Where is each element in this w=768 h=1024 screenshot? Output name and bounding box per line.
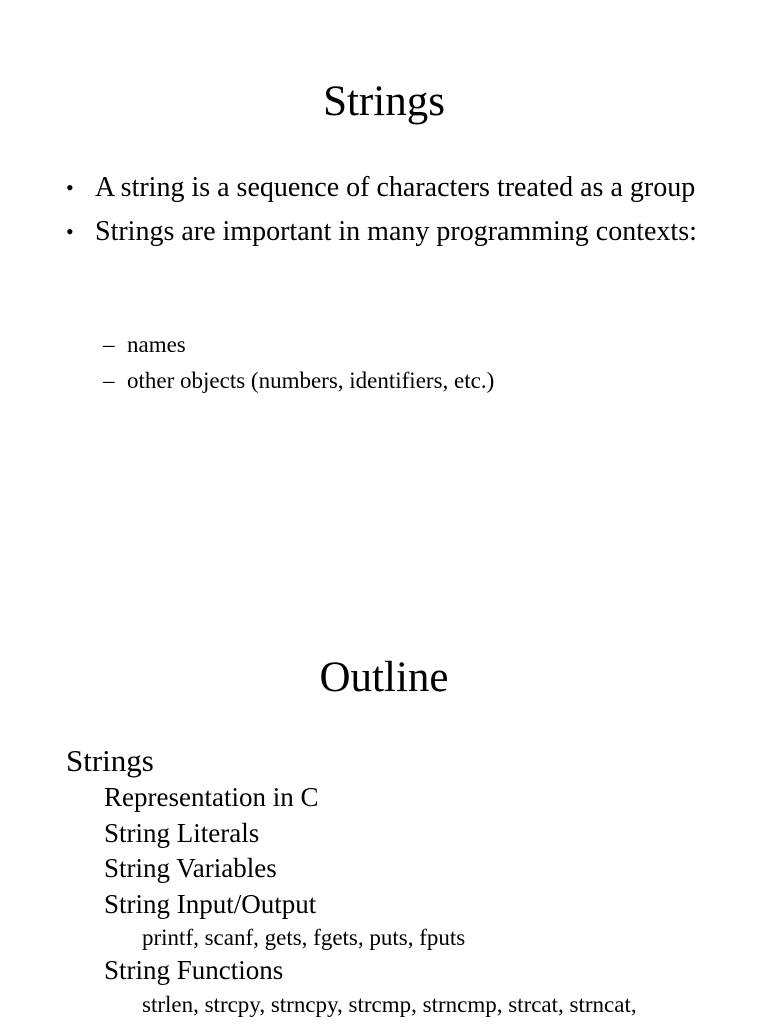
sub-bullet-list bbox=[66, 330, 706, 402]
outline-subitem: printf, scanf, gets, fgets, puts, fputs bbox=[142, 925, 466, 950]
bullet-text: Strings are important in many programming contexts: bbox=[95, 216, 697, 247]
bullet-marker: • bbox=[66, 175, 74, 200]
sub-bullet-item bbox=[66, 366, 706, 396]
sub-bullet-text: names bbox=[127, 332, 186, 357]
bullet-text: A string is a sequence of characters treated as a group bbox=[95, 172, 696, 203]
slide-title: Strings bbox=[323, 78, 445, 125]
outline-item: String Variables bbox=[104, 853, 277, 883]
outline-list bbox=[66, 742, 746, 1020]
outline-item: String Literals bbox=[104, 817, 260, 848]
outline-item: String Functions bbox=[104, 955, 284, 985]
sub-bullet-marker: – bbox=[103, 332, 115, 357]
sub-bullet-text: other objects (numbers, identifiers, etc.) bbox=[127, 368, 495, 393]
slide-title: Outline bbox=[319, 654, 449, 701]
bullet-marker: • bbox=[66, 219, 74, 244]
outline-heading: Strings bbox=[66, 743, 154, 778]
sub-bullet-marker: – bbox=[103, 368, 115, 393]
bullet-item bbox=[66, 214, 706, 250]
sub-bullet-item bbox=[66, 330, 706, 360]
slide-outline bbox=[0, 600, 768, 1024]
outline-item: String Input/Output bbox=[104, 888, 317, 919]
bullet-list bbox=[66, 170, 706, 258]
outline-item: Representation in C bbox=[104, 782, 319, 812]
bullet-item bbox=[66, 170, 706, 206]
outline-subitem: strlen, strcpy, strncpy, strcmp, strncmp, strcat, strncat, bbox=[142, 991, 637, 1017]
